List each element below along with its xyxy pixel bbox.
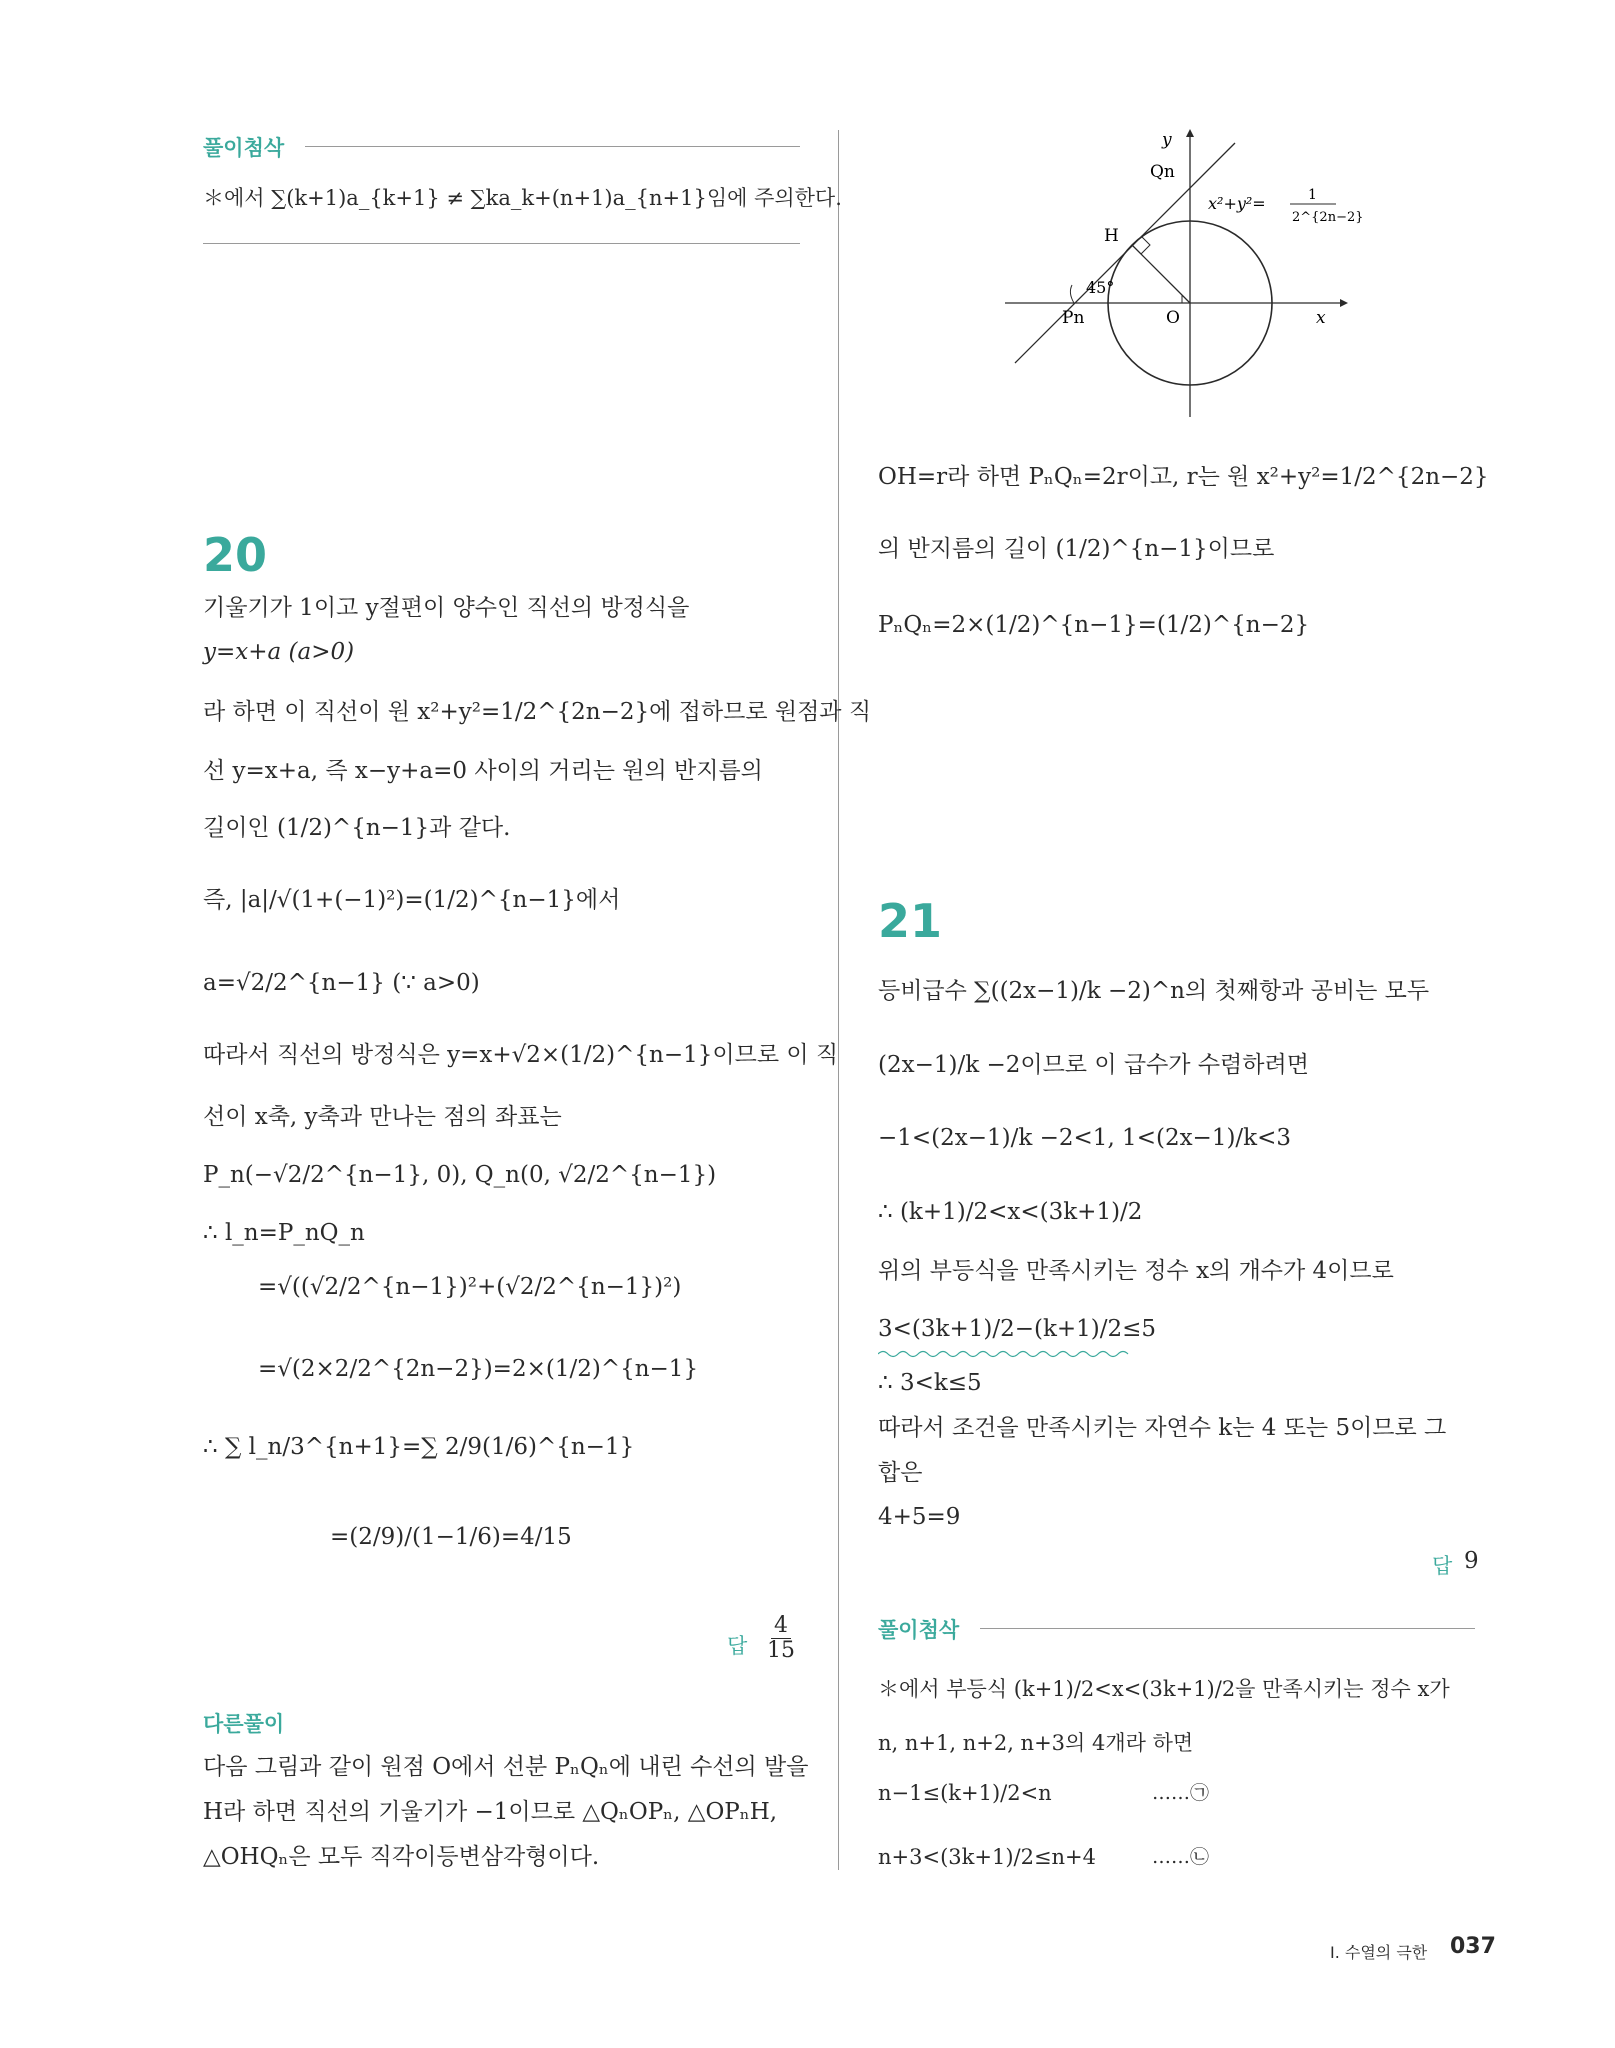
fig-label-x: x [1316,308,1326,328]
p21-line-10: 4+5=9 [878,1504,961,1530]
tip-text-left: ＊에서 ∑(k+1)a_{k+1} ≠ ∑ka_k+(n+1)a_{n+1}임에 주의한다. [203,186,842,210]
p20-line-9: 선이 x축, y축과 만나는 점의 좌표는 [203,1104,562,1130]
tip-right-line-2: n, n+1, n+2, n+3의 4개라 하면 [878,1731,1194,1755]
fig-label-qn: Qn [1150,162,1175,182]
p21-line-9: 합은 [878,1460,923,1486]
fig-label-pn: Pn [1062,308,1085,328]
right-line-2: 의 반지름의 길이 (1/2)^{n−1}이므로 [878,536,1275,562]
p21-answer-value: 9 [1464,1548,1479,1574]
column-divider [838,130,839,1870]
right-line-1: OH=r라 하면 PₙQₙ=2r이고, r는 원 x²+y²=1/2^{2n−2} [878,464,1489,490]
p20-line-7: a=√2/2^{n−1} (∵ a>0) [203,970,480,996]
tip-right-line-4: n+3<(3k+1)/2≤n+4 [878,1845,1097,1869]
perpendicular-oh [1132,245,1190,303]
footer-chapter: Ⅰ. 수열의 극한 [1330,1943,1428,1962]
alt-line-2: H라 하면 직선의 기울기가 −1이므로 △QₙOPₙ, △OPₙH, [203,1799,778,1825]
p20-line-11: ∴ l_n=P_nQ_n [203,1220,365,1246]
p20-answer-value [762,1614,800,1663]
fig-circle-eq: x²+y²= [1208,194,1266,213]
p21-line-2: (2x−1)/k −2이므로 이 급수가 수렴하려면 [878,1052,1309,1078]
p20-line-3: 라 하면 이 직선이 원 x²+y²=1/2^{2n−2}에 접하므로 원점과 직 [203,699,872,725]
p20-line-8: 따라서 직선의 방정식은 y=x+√2×(1/2)^{n−1}이므로 이 직 [203,1042,839,1068]
p20-line-5: 길이인 (1/2)^{n−1}과 같다. [203,815,511,841]
tip-heading-right: 풀이첨삭 [878,1618,960,1642]
problem-number-21: 21 [878,894,943,948]
tip-right-mark-1: ……㉠ [1152,1782,1210,1804]
fig-circle-num: 1 [1308,187,1317,203]
tangent-line [1015,143,1235,363]
alt-line-1: 다음 그림과 같이 원점 O에서 선분 PₙQₙ에 내린 수선의 발을 [203,1754,809,1780]
p21-line-6: 3<(3k+1)/2−(k+1)/2≤5 [878,1316,1157,1342]
y-axis-arrow [1186,129,1194,137]
p21-line-1: 등비급수 ∑((2x−1)/k −2)^n의 첫째항과 공비는 모두 [878,978,1430,1004]
problem-number-20: 20 [203,528,268,582]
right-angle-mark-h [1141,236,1150,254]
p20-line-10: P_n(−√2/2^{n−1}, 0), Q_n(0, √2/2^{n−1}) [203,1162,717,1188]
fig-circle-den: 2^{2n−2} [1292,210,1364,225]
p20-line-12: =√((√2/2^{n−1})²+(√2/2^{n−1})²) [258,1274,682,1300]
p21-line-5: 위의 부등식을 만족시키는 정수 x의 개수가 4이므로 [878,1258,1394,1284]
p20-line-15: =(2/9)/(1−1/6)=4/15 [330,1524,572,1550]
tangent-circle-figure [990,125,1370,425]
tip-heading-rule-left [305,146,800,147]
p20-line-4: 선 y=x+a, 즉 x−y+a=0 사이의 거리는 원의 반지름의 [203,758,763,784]
p20-line-2: y=x+a (a>0) [203,639,355,665]
right-line-3: PₙQₙ=2×(1/2)^{n−1}=(1/2)^{n−2} [878,612,1310,638]
tip-right-line-3: n−1≤(k+1)/2<n [878,1781,1052,1805]
tip-heading-left: 풀이첨삭 [203,136,285,160]
angle-arc [1070,285,1074,303]
fig-label-angle: 45° [1086,278,1115,297]
p20-line-13: =√(2×2/2^{2n−2})=2×(1/2)^{n−1} [258,1356,699,1382]
p20-answer-numerator: 4 [771,1614,791,1639]
fig-label-y: y [1162,130,1172,150]
p21-line-4: ∴ (k+1)/2<x<(3k+1)/2 [878,1199,1143,1225]
tip-bottom-rule-left [203,243,800,244]
alt-solution-heading: 다른풀이 [203,1712,285,1736]
alt-line-3: △OHQₙ은 모두 직각이등변삼각형이다. [203,1844,600,1870]
p21-line-3: −1<(2x−1)/k −2<1, 1<(2x−1)/k<3 [878,1125,1292,1151]
tip-right-line-1: ＊에서 부등식 (k+1)/2<x<(3k+1)/2을 만족시키는 정수 x가 [878,1677,1450,1701]
tip-heading-rule-right [980,1628,1475,1629]
p20-line-14: ∴ ∑ l_n/3^{n+1}=∑ 2/9(1/6)^{n−1} [203,1434,635,1460]
p21-answer-label: 답 [1432,1554,1453,1578]
p20-line-6: 즉, |a|/√(1+(−1)²)=(1/2)^{n−1}에서 [203,887,621,913]
fig-label-h: H [1104,226,1119,246]
p20-answer-label: 답 [727,1634,748,1658]
x-axis-arrow [1340,299,1348,307]
p21-line-8: 따라서 조건을 만족시키는 자연수 k는 4 또는 5이므로 그 [878,1415,1447,1441]
wavy-underline [878,1348,1138,1360]
footer-page-number: 037 [1450,1934,1496,1959]
p20-line-1: 기울기가 1이고 y절편이 양수인 직선의 방정식을 [203,595,690,621]
p20-answer-denominator: 15 [767,1638,795,1664]
p21-line-7: ∴ 3<k≤5 [878,1370,982,1396]
tip-right-mark-2: ……㉡ [1152,1846,1210,1868]
fig-label-o: O [1166,308,1180,328]
